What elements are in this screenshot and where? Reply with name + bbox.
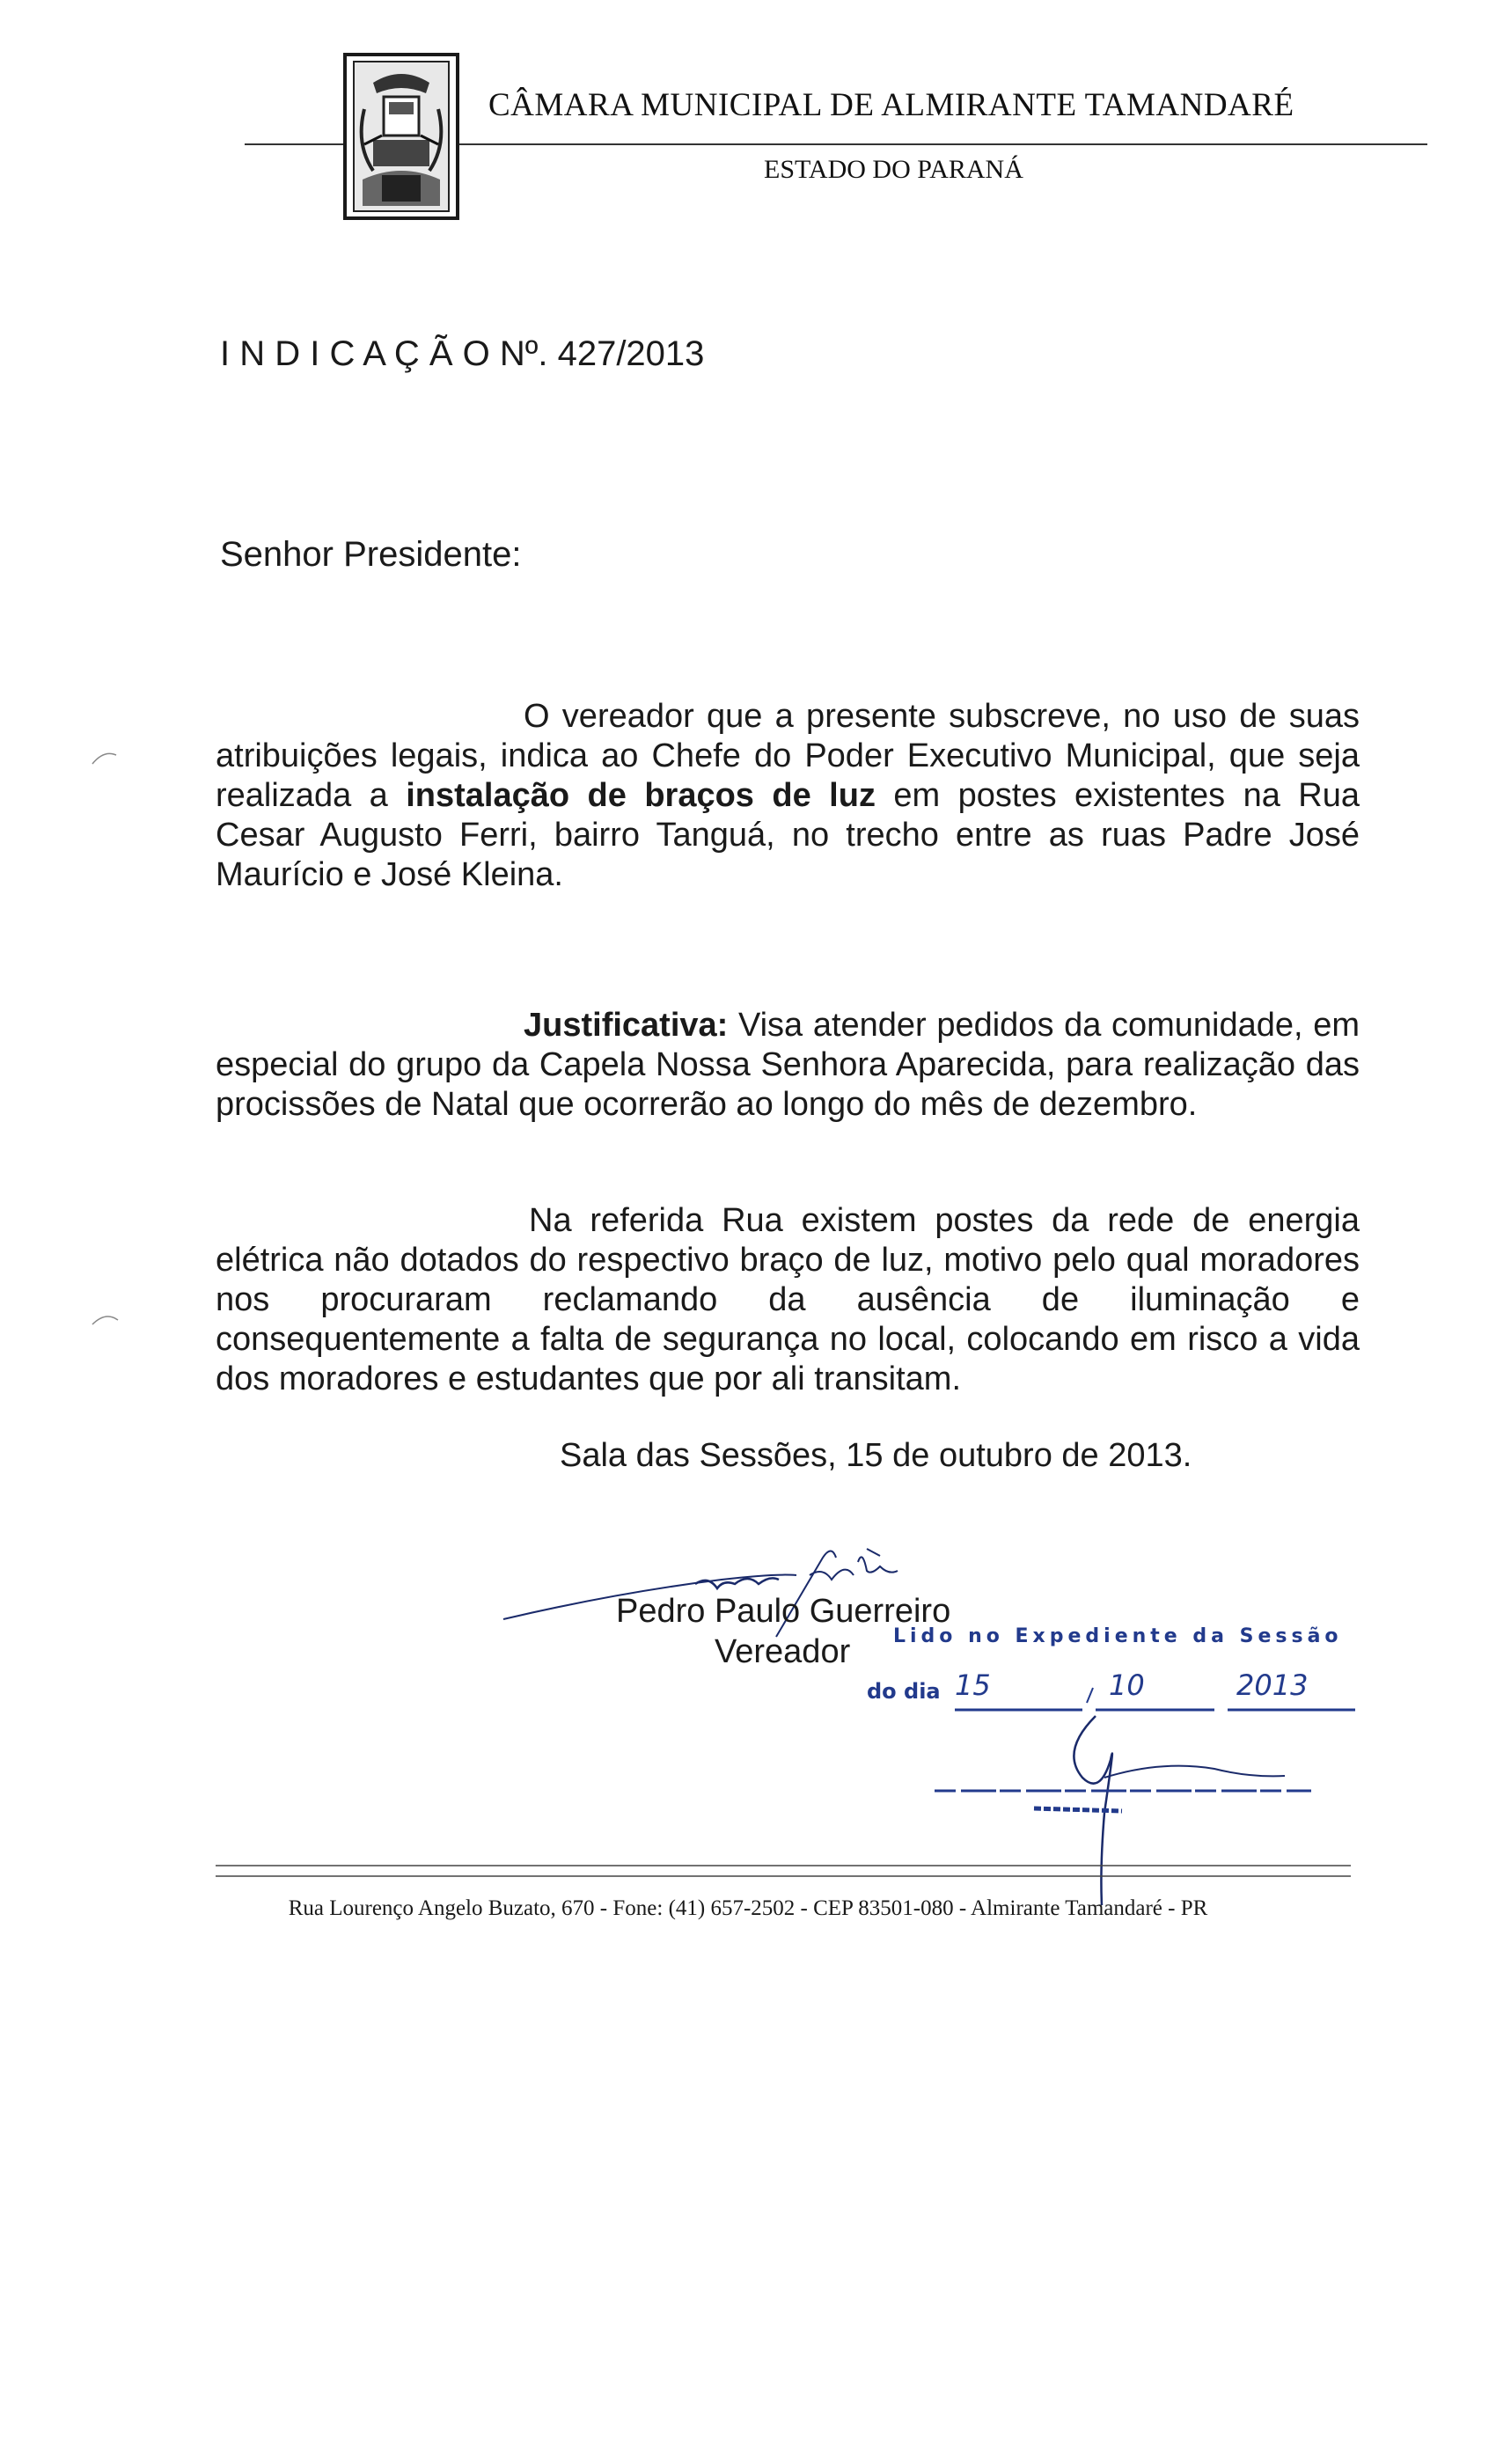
header-rule-left: [245, 143, 343, 145]
reading-stamp-year: 2013: [1236, 1668, 1309, 1702]
paragraph-request-text-b: em postes existentes na Rua Cesar Augusto Ferri, bairro Tanguá, no trecho entre as ruas Padre José Maurício e José Kleina.: [216, 777, 1360, 893]
paragraph-details-text: Na referida Rua existem postes da rede de energia elétrica não dotados do respectivo braço de luz, motivo pelo qual moradores nos procuraram reclamando da ausência de iluminação e consequentemente a falta de segurança no local, colocando em risco a vida dos moradores e estudantes que por ali transitam.: [216, 1202, 1360, 1397]
paragraph-request-bold: instalação de braços de luz: [406, 777, 876, 814]
organization-name: CÂMARA MUNICIPAL DE ALMIRANTE TAMANDARÉ: [488, 87, 1294, 123]
footer-address: Rua Lourenço Angelo Buzato, 670 - Fone: (41) 657-2502 - CEP 83501-080 - Almirante Tamandaré - PR: [288, 1896, 1208, 1920]
header-rule-right: [459, 143, 1427, 145]
reading-stamp-day: 15: [955, 1668, 991, 1702]
signer-name: Pedro Paulo Guerreiro: [616, 1593, 951, 1630]
justification-text: Visa atender pedidos da comunidade, em especial do grupo da Capela Nossa Senhora Aparecida, para realização das procissões de Natal que ocorrerão ao longo do mês de dezembro.: [216, 1007, 1360, 1123]
paragraph-details: [216, 1201, 1360, 1399]
justification-label: Justificativa:: [524, 1007, 729, 1044]
place-and-date: Sala das Sessões, 15 de outubro de 2013.: [560, 1437, 1192, 1474]
coat-of-arms-drawing: [347, 56, 456, 216]
paragraph-justification: [216, 1006, 1360, 1125]
signer-role: Vereador: [715, 1633, 851, 1670]
reading-stamp-line2: do dia: [867, 1679, 941, 1704]
paragraph-request: [216, 697, 1360, 895]
paragraph-request-text-a: O vereador que a presente subscreve, no uso de suas atribuições legais, indica ao Chefe do Poder Executivo Municipal, que seja realizada a: [216, 698, 1360, 814]
document-number: I N D I C A Ç Ã O Nº. 427/2013: [220, 334, 705, 373]
reading-stamp-month: 10: [1109, 1668, 1145, 1702]
reading-stamp-line1: Lido no Expediente da Sessão: [893, 1625, 1343, 1647]
coat-of-arms-logo: [343, 53, 459, 220]
salutation: Senhor Presidente:: [220, 535, 522, 574]
state-name: ESTADO DO PARANÁ: [764, 155, 1023, 184]
